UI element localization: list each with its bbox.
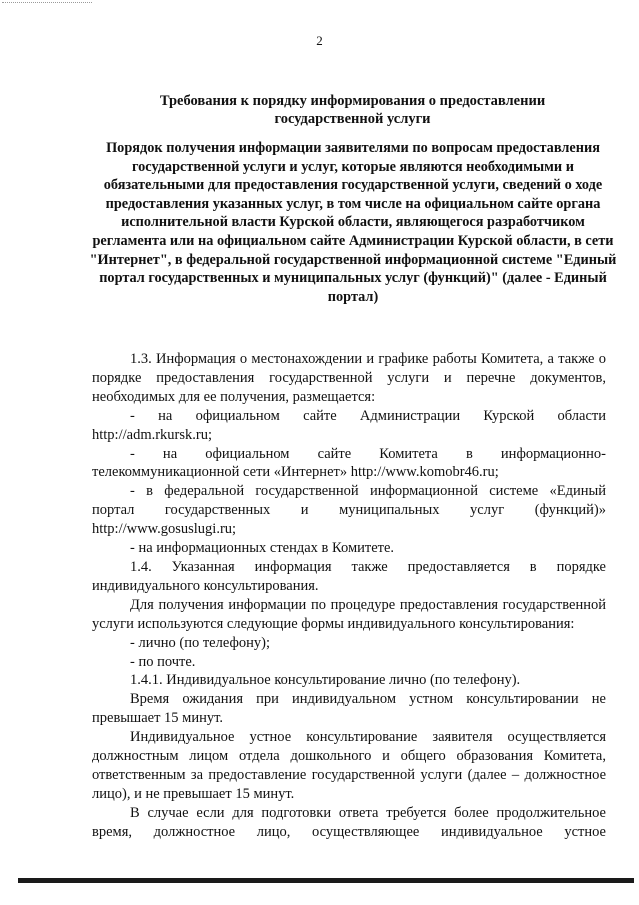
list-item: - в федеральной государственной информационной системе «Единый портал государственных и муниципальных услуг (функций)» http://www.gosuslugi.ru; [92, 483, 606, 538]
paragraph: 1.3. Информация о местонахождении и графике работы Комитета, а также о порядке предоставления государственной услуги и перечне документов, необходимых для ее получения, размещается: [92, 351, 606, 405]
section-subheading: Порядок получения информации заявителями по вопросам предоставления государственной услуги и услуг, которые являются необходимыми и обязательными для предоставления государственной услуги, сведений о ходе предоставления указанных услуг, в том числе на официальном сайте органа исполнительной власти Курской области, являющегося разработчиком регламента или на официальном сайте Администрации Курской области, в сети "Интернет", в федеральной государственной информационной системе "Единый портал государственных и муниципальных услуг (функций)" (далее - Единый портал) [89, 140, 617, 305]
list-item: - на официальном сайте Администрации Курской области http://adm.rkursk.ru; [92, 407, 606, 443]
list-item: - по почте. [130, 653, 196, 670]
list-item: - на официальном сайте Комитета в информационно-телекоммуникационной сети «Интернет» http://www.komobr46.ru; [92, 445, 606, 481]
document-body [92, 350, 606, 842]
page-number: 2 [316, 33, 323, 48]
scan-artifact [2, 2, 92, 5]
section-heading: Требования к порядку информирования о предоставлении государственной услуги [159, 93, 546, 127]
paragraph: Для получения информации по процедуре предоставления государственной услуги используются следующие формы индивидуального консультирования: [92, 596, 606, 632]
list-item: - лично (по телефону); [130, 634, 270, 651]
scan-bottom-edge [18, 878, 634, 883]
list-item: - на информационных стендах в Комитете. [130, 540, 395, 557]
paragraph: Индивидуальное устное консультирование заявителя осуществляется должностным лицом отдела дошкольного и общего образования Комитета, ответственным за предоставление государственной услуги (далее – должностное лицо), и не превышает 15 минут. [92, 729, 606, 802]
paragraph: 1.4. Указанная информация также предоставляется в порядке индивидуального консультирования. [92, 558, 606, 594]
paragraph: 1.4.1. Индивидуальное консультирование лично (по телефону). [130, 672, 521, 689]
paragraph: В случае если для подготовки ответа требуется более продолжительное время, должностное лицо, осуществляющее индивидуальное устное [92, 804, 606, 840]
paragraph: Время ожидания при индивидуальном устном консультировании не превышает 15 минут. [92, 691, 606, 727]
